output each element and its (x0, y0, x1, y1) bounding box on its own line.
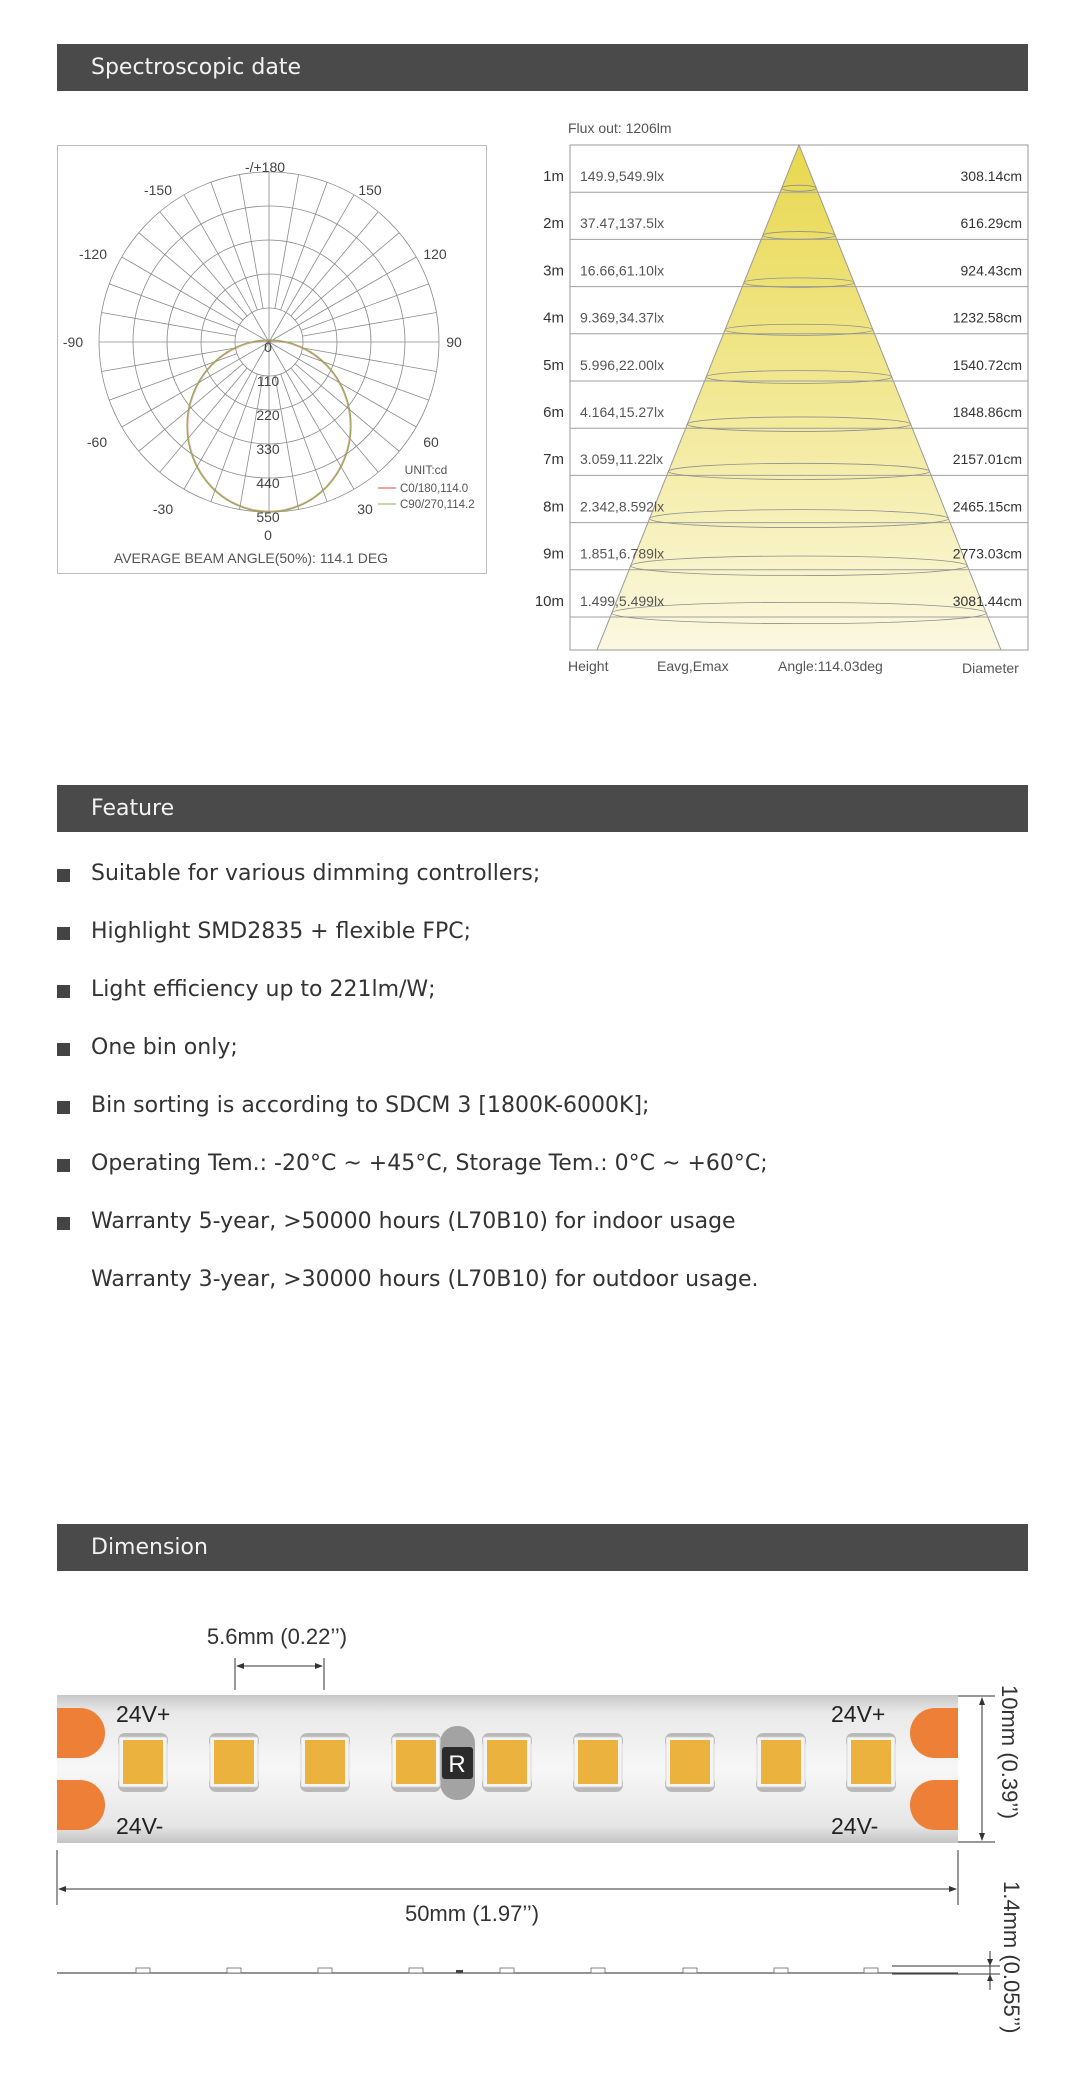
legend-label-c0: C0/180,114.0 (400, 483, 469, 495)
bullet-icon (57, 1159, 70, 1172)
polar-spoke (291, 212, 378, 316)
polar-spoke (109, 284, 237, 331)
cone-height-label: 4m (543, 309, 564, 327)
cone-height-label: 8m (543, 498, 564, 516)
voltage-minus-left: 24V- (116, 1813, 164, 1839)
cone-height-label: 10m (534, 592, 564, 610)
cone-height-label: 2m (543, 215, 564, 233)
footer-angle: Angle:114.03deg (778, 658, 883, 674)
angle-label: -120 (78, 246, 108, 262)
polar-diagram-panel (57, 145, 487, 574)
radial-label: 220 (256, 407, 280, 423)
cone-illuminance-label: 1.851,6.789lx (580, 545, 665, 562)
dimension-drawing (0, 1585, 1086, 2085)
solder-pad-plus-left (57, 1708, 105, 1758)
cone-height-label: 5m (543, 356, 564, 374)
arrow-icon (987, 1974, 993, 1981)
cone-illuminance-label: 3.059,11.22lx (580, 451, 664, 468)
polar-spoke (295, 364, 399, 451)
arrow-icon (979, 1833, 985, 1841)
led-chip (214, 1740, 254, 1784)
bullet-icon (57, 1101, 70, 1114)
led-chip (670, 1740, 710, 1784)
arrow-icon (979, 1697, 985, 1705)
cone-height-label: 7m (543, 451, 564, 469)
arrow-icon (315, 1663, 323, 1669)
unit-label: UNIT:cd (404, 463, 448, 477)
bullet-icon (57, 927, 70, 940)
section-header-feature (57, 785, 1028, 832)
arrow-icon (58, 1886, 66, 1892)
cone-diameter-label: 1848.86cm (952, 403, 1022, 420)
solder-pad-minus-right (910, 1780, 958, 1830)
polar-spoke (239, 175, 263, 309)
length-label: 50mm (1.97’’) (404, 1901, 540, 1926)
led-chip (487, 1740, 527, 1784)
section-title: Dimension (91, 1535, 208, 1560)
feature-text: Bin sorting is according to SDCM 3 [1800K-6000K]; (91, 1093, 650, 1118)
polar-spoke (281, 374, 328, 502)
angle-label: 60 (423, 434, 439, 450)
feature-item (57, 857, 1017, 915)
angle-label: 0 (264, 527, 272, 543)
solder-pad-minus-left (57, 1780, 105, 1830)
voltage-minus-right: 24V- (831, 1813, 879, 1839)
angle-label: -60 (86, 434, 108, 450)
resistor-label: R (448, 1751, 466, 1778)
angle-label: 90 (446, 334, 462, 350)
flux-label: Flux out: 1206lm (568, 120, 672, 136)
cone-height-label: 9m (543, 545, 564, 563)
cone-height-label: 1m (543, 167, 564, 185)
feature-list (57, 857, 1017, 1321)
cone-diameter-label: 1232.58cm (952, 309, 1022, 326)
led-chip (578, 1740, 618, 1784)
voltage-plus-left: 24V+ (116, 1701, 171, 1727)
feature-text: Suitable for various dimming controllers; (91, 861, 541, 886)
voltage-plus-right: 24V+ (831, 1701, 886, 1727)
feature-item (57, 1205, 1017, 1263)
polar-spoke (301, 284, 429, 331)
side-profile-leds (136, 1968, 878, 1973)
bullet-icon (57, 1217, 70, 1230)
polar-spoke (302, 312, 436, 336)
polar-spoke (301, 354, 429, 401)
footer-eavg: Eavg,Emax (657, 658, 729, 674)
polar-spoke (102, 312, 236, 336)
beam-angle-label: AVERAGE BEAM ANGLE(50%): 114.1 DEG (113, 550, 389, 566)
led-chip (851, 1740, 891, 1784)
feature-item-continued (57, 1263, 1017, 1321)
cone-height-label: 3m (543, 262, 564, 280)
pitch-label: 5.6mm (0.22’’) (206, 1624, 348, 1649)
polar-spoke (211, 374, 258, 502)
angle-label: 150 (358, 182, 382, 198)
led-chip (396, 1740, 436, 1784)
radial-label: 330 (256, 441, 280, 457)
feature-text: Light efficiency up to 221lm/W; (91, 977, 436, 1002)
side-led (591, 1968, 605, 1973)
angle-label: -30 (152, 501, 174, 517)
footer-diameter: Diameter (962, 660, 1019, 675)
cone-diameter-label: 3081.44cm (952, 592, 1022, 609)
legend-label-c90: C90/270,114.2 (400, 499, 475, 511)
angle-label: 120 (423, 246, 447, 262)
polar-spoke (295, 233, 399, 320)
bullet-icon (57, 985, 70, 998)
polar-spoke (109, 354, 237, 401)
feature-item (57, 915, 1017, 973)
polar-spoke (275, 175, 299, 309)
cone-diameter-label: 2465.15cm (952, 498, 1022, 515)
side-profile-resistor (456, 1970, 463, 1973)
thickness-label: 1.4mm (0.055’’) (999, 1881, 1024, 2034)
feature-text: Warranty 5-year, >50000 hours (L70B10) for indoor usage (91, 1209, 736, 1234)
feature-text: Highlight SMD2835 + flexible FPC; (91, 919, 472, 944)
led-group (118, 1733, 896, 1792)
cone-illuminance-label: 149.9,549.9lx (580, 167, 665, 184)
cone-diameter-label: 2773.03cm (952, 545, 1022, 562)
feature-item (57, 1089, 1017, 1147)
cone-illuminance-label: 16.66,61.10lx (580, 262, 665, 279)
cone-diameter-label: 1540.72cm (952, 356, 1022, 373)
angle-label: -150 (143, 182, 173, 198)
angle-label: 30 (357, 501, 373, 517)
radial-label: 110 (256, 373, 280, 389)
cone-illuminance-label: 9.369,34.37lx (580, 309, 665, 326)
section-header-dimension (57, 1524, 1028, 1571)
polar-top-label: -/+180 (244, 159, 286, 175)
side-led (774, 1968, 788, 1973)
polar-spoke (160, 368, 247, 472)
bullet-icon (57, 1043, 70, 1056)
polar-spoke (211, 182, 258, 310)
arrow-icon (949, 1886, 957, 1892)
side-led (500, 1968, 514, 1973)
section-title: Spectroscopic date (91, 55, 301, 80)
cone-illuminance-label: 5.996,22.00lx (580, 356, 665, 373)
side-led (227, 1968, 241, 1973)
width-label: 10mm (0.39’’) (997, 1685, 1022, 1820)
led-chip (123, 1740, 163, 1784)
footer-height: Height (568, 658, 609, 674)
side-led (318, 1968, 332, 1973)
section-header-spectroscopic (57, 44, 1028, 91)
solder-pad-plus-right (910, 1708, 958, 1758)
cone-illuminance-label: 4.164,15.27lx (580, 403, 665, 420)
angle-label: -90 (62, 334, 84, 350)
side-led (136, 1968, 150, 1973)
polar-spoke (139, 364, 243, 451)
polar-diagram (58, 146, 488, 575)
cone-diameter-label: 616.29cm (960, 215, 1022, 232)
cone-diameter-label: 924.43cm (960, 262, 1022, 279)
cone-illuminance-label: 37.47,137.5lx (580, 215, 665, 232)
feature-item (57, 1031, 1017, 1089)
feature-text: One bin only; (91, 1035, 238, 1060)
polar-spoke (139, 233, 243, 320)
polar-spoke (160, 212, 247, 316)
polar-spoke (281, 182, 328, 310)
radial-label: 0 (264, 339, 272, 355)
polar-spoke (102, 348, 236, 372)
arrow-icon (236, 1663, 244, 1669)
feature-item (57, 973, 1017, 1031)
side-led (683, 1968, 697, 1973)
arrow-icon (987, 1959, 993, 1966)
radial-label: 440 (256, 475, 280, 491)
polar-spoke (291, 368, 378, 472)
led-chip (305, 1740, 345, 1784)
side-led (409, 1968, 423, 1973)
feature-text: Operating Tem.: -20°C ~ +45°C, Storage Tem.: 0°C ~ +60°C; (91, 1151, 768, 1176)
section-title: Feature (91, 796, 175, 821)
polar-spoke (302, 348, 436, 372)
led-chip (761, 1740, 801, 1784)
radial-label: 550 (256, 509, 280, 525)
feature-item (57, 1147, 1017, 1205)
cone-diameter-label: 308.14cm (960, 167, 1022, 184)
cone-height-label: 6m (543, 403, 564, 421)
cone-diameter-label: 2157.01cm (952, 451, 1022, 468)
feature-text: Warranty 3-year, >30000 hours (L70B10) for outdoor usage. (91, 1267, 759, 1292)
cone-illuminance-label: 2.342,8.592lx (580, 498, 665, 515)
side-led (864, 1968, 878, 1973)
bullet-icon (57, 869, 70, 882)
illuminance-cone-diagram (514, 115, 1034, 675)
cone-illuminance-label: 1.499,5.499lx (580, 592, 665, 609)
